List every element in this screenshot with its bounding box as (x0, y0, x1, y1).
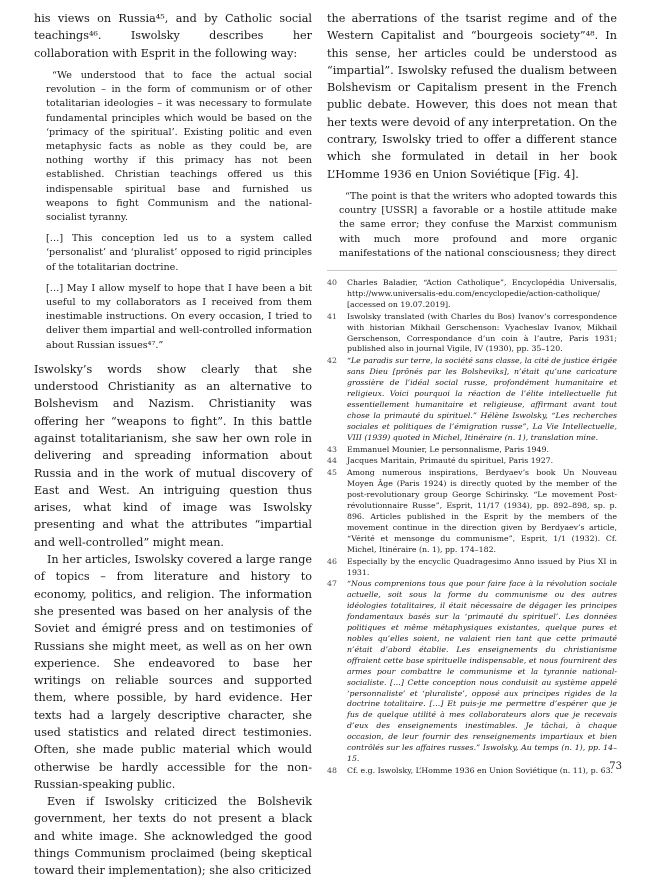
footnote-number: 47 (327, 579, 337, 589)
left-column (34, 10, 312, 880)
footnote (327, 312, 617, 356)
footnote-number: 41 (327, 311, 337, 321)
footnote-number: 42 (327, 356, 337, 366)
footnote-divider (327, 270, 617, 271)
footnote (327, 557, 617, 579)
footnote (327, 278, 617, 311)
block-quote-4: “The point is that the writers who adopted towards this country [USSR] a favorable or a hostile attitude make the same error; they confuse the Marxist communism with much more profound and more organic manifestations of the national consciousness; they direct (339, 190, 617, 259)
footnote-text: Emmanuel Mounier, Le personnalisme, Paris 1949. (347, 444, 549, 454)
footnote-number: 44 (327, 456, 337, 466)
footnote-number: 40 (327, 277, 337, 287)
footnote-text: Cf. e.g. Iswolsky, L’Homme 1936 en Union Soviétique (n. 11), p. 63. (347, 765, 614, 775)
page-number: 73 (609, 761, 622, 772)
block-quote-2: […] This conception led us to a system called ‘personalist’ and ‘pluralist’ opposed to rigid principles of the totalitarian doctrine. (46, 233, 312, 273)
footnote-text: Among numerous inspirations, Berdyaev’s book Un Nouveau Moyen Âge (Paris 1924) is directly quoted by the member of the post-revolutionary group George Schirinsky. “Le movement Post-révolutionnaire Russe”, Esprit, 11/17 (1934), pp. 892–898, sp. p. 896. Articles published in the Esprit by the members of the movement continue in the direction given by Berdyaev’s article, “Vérité et mensonge du communisme”, Esprit, 1/1 (1932). Cf. Michel, Itinéraire (n. 1), pp. 174–182. (347, 468, 617, 554)
footnote-text: Especially by the encyclic Quadragesimo Anno issued by Pius XI in 1931. (347, 556, 617, 577)
footnote (327, 456, 617, 467)
footnote-text: Charles Baladier, “Action Catholique”, Encyclopédia Universalis, http://www.universalis-edu.com/encyclopedie/action-catholique/ [accessed on 19.07.2019]. (347, 277, 617, 309)
footnote-number: 45 (327, 468, 337, 478)
footnote-number: 43 (327, 444, 337, 454)
body-paragraph-4: the aberrations of the tsarist regime and of the Western Capitalist and “bourgeois society”⁴⁸. In this sense, her articles could be understood as “impartial”. Iswolsky refused the dualism between Bolshevism or Capitalism present in the French public debate. However, this does not mean that her texts were devoid of any interpretation. On the contrary, Iswolsky tried to offer a different stance which she formulated in detail in her book L’Homme 1936 en Union Soviétique [Fig. 4]. (327, 12, 617, 181)
footnote-number: 48 (327, 765, 337, 775)
footnote-text: Iswolsky translated (with Charles du Bos) Ivanov’s correspondence with historian Mikhail Gerschenson: Vyacheslav Ivanov, Mikhail Gerschenson, Correspondance d’un coin à l’autre, Paris 1931; published also in journal Vigile, IV (1930), pp. 35–120. (347, 311, 617, 354)
footnote (327, 468, 617, 555)
footnote (327, 766, 617, 777)
body-paragraph-3: Even if Iswolsky criticized the Bolshevik government, her texts do not present a black and white image. She acknowledged the good things Communism proclaimed (being skeptical toward their implementation); she also criticized (34, 795, 312, 878)
block-quote-3: […] May I allow myself to hope that I have been a bit useful to my collaborators as I received from them inestimable instructions. On every occasion, I tried to deliver them impartial and well-controlled information about Russian issues⁴⁷.” (46, 282, 312, 351)
right-column (327, 10, 617, 778)
footnote-text: “Nous comprenions tous que pour faire face à la révolution sociale actuelle, soit sous la forme du communisme ou des autres idéologies totalitaires, il était nécessaire de dégager les principes fondamentaux basés sur la ‘primauté du spirituel’. Les données politiques et même métaphysiques existantes, quelque pures et nobles qu’elles soient, ne valaient rien tant que cette primauté n’était d’abord établie. Les enseignements du christianisme offraient cette base spirituelle indispensable, et nous fournirent des armes pour combattre le communisme et la tyrannie national-socialiste. […] Cette conception nous conduisit au système appelé ‘personnaliste’ et ‘pluraliste’, opposé aux principes rigides de la doctrine totalitaire. […] Et puis-je me permettre d’espérer que je fus de quelque utilité à mes collaborateurs alors que je recevais d’eux des enseignements inestimables. Je tâchai, à chaque occasion, de leur fournir des renseignements impartiaux et bien contrôlés sur les affaires russes.” Iswolsky, Au temps (n. 1), pp. 14–15. (347, 579, 617, 763)
footnotes (327, 278, 617, 777)
body-paragraph-1: Iswolsky’s words show clearly that she understood Christianity as an alternative to Bolshevism and Nazism. Christianity was offering her “weapons to fight”. In this battle against totalitarianism, she saw her own role in delivering and spreading information about Russia and in the work of mutual discovery of East and West. An intriguing question thus arises, what kind of image was Iswolsky presenting and what the attributes “impartial and well-controlled” might mean. (34, 362, 312, 549)
footnote (327, 579, 617, 764)
footnote (327, 445, 617, 456)
body-paragraph-2: In her articles, Iswolsky covered a large range of topics – from literature and history to economy, politics, and religion. The information she presented was based on her analysis of the Soviet and émigré press and on testimonies of Russians she might meet, as well as on her own experience. She endeavored to base her writings on reliable sources and supported them, where possible, by hard evidence. Her texts had a largely descriptive character, she used statistics and related direct testimonies. Often, she made public material which would otherwise be hardly accessible for the non-Russian-speaking public. (34, 553, 312, 791)
footnote-number: 46 (327, 556, 337, 566)
footnote-text: “Le paradis sur terre, la société sans classe, la cité de justice érigée sans Dieu [prônés par les Bolsheviks], n’était qu’une caricature grossière de l’idéal social russe, profondément humanitaire et religieux. Voici pourquoi la réaction de l’élite intellectuelle fut essentiellement humanitaire et religieuse, affirmant avant tout chose la primauté du spirituel.” Hélène Iswolsky, “Les recherches sociales et politiques de l’émigration russe”, La Vie Intellectuelle, VIII (1939) quoted in Michel, Itinéraire (n. 1), translation mine. (347, 356, 617, 442)
block-quote-1: “We understood that to face the actual social revolution – in the form of communism or of other totalitarian ideologies – it was necessary to formulate fundamental principles which would be based on the ‘primacy of the spiritual’. Existing politic and even metaphysic facts as noble as they could be, are nothing worthy if this primacy has not been established. Christian teachings offered us this indispensable spiritual base and furnished us weapons to fight Communism and the national-socialist tyranny. (46, 69, 312, 223)
footnote (327, 356, 617, 443)
intro-paragraph: his views on Russia⁴⁵, and by Catholic social teachings⁴⁶. Iswolsky describes her collaboration with Esprit in the following way: (34, 12, 312, 60)
footnote-text: Jacques Maritain, Primauté du spirituel, Paris 1927. (347, 456, 554, 466)
